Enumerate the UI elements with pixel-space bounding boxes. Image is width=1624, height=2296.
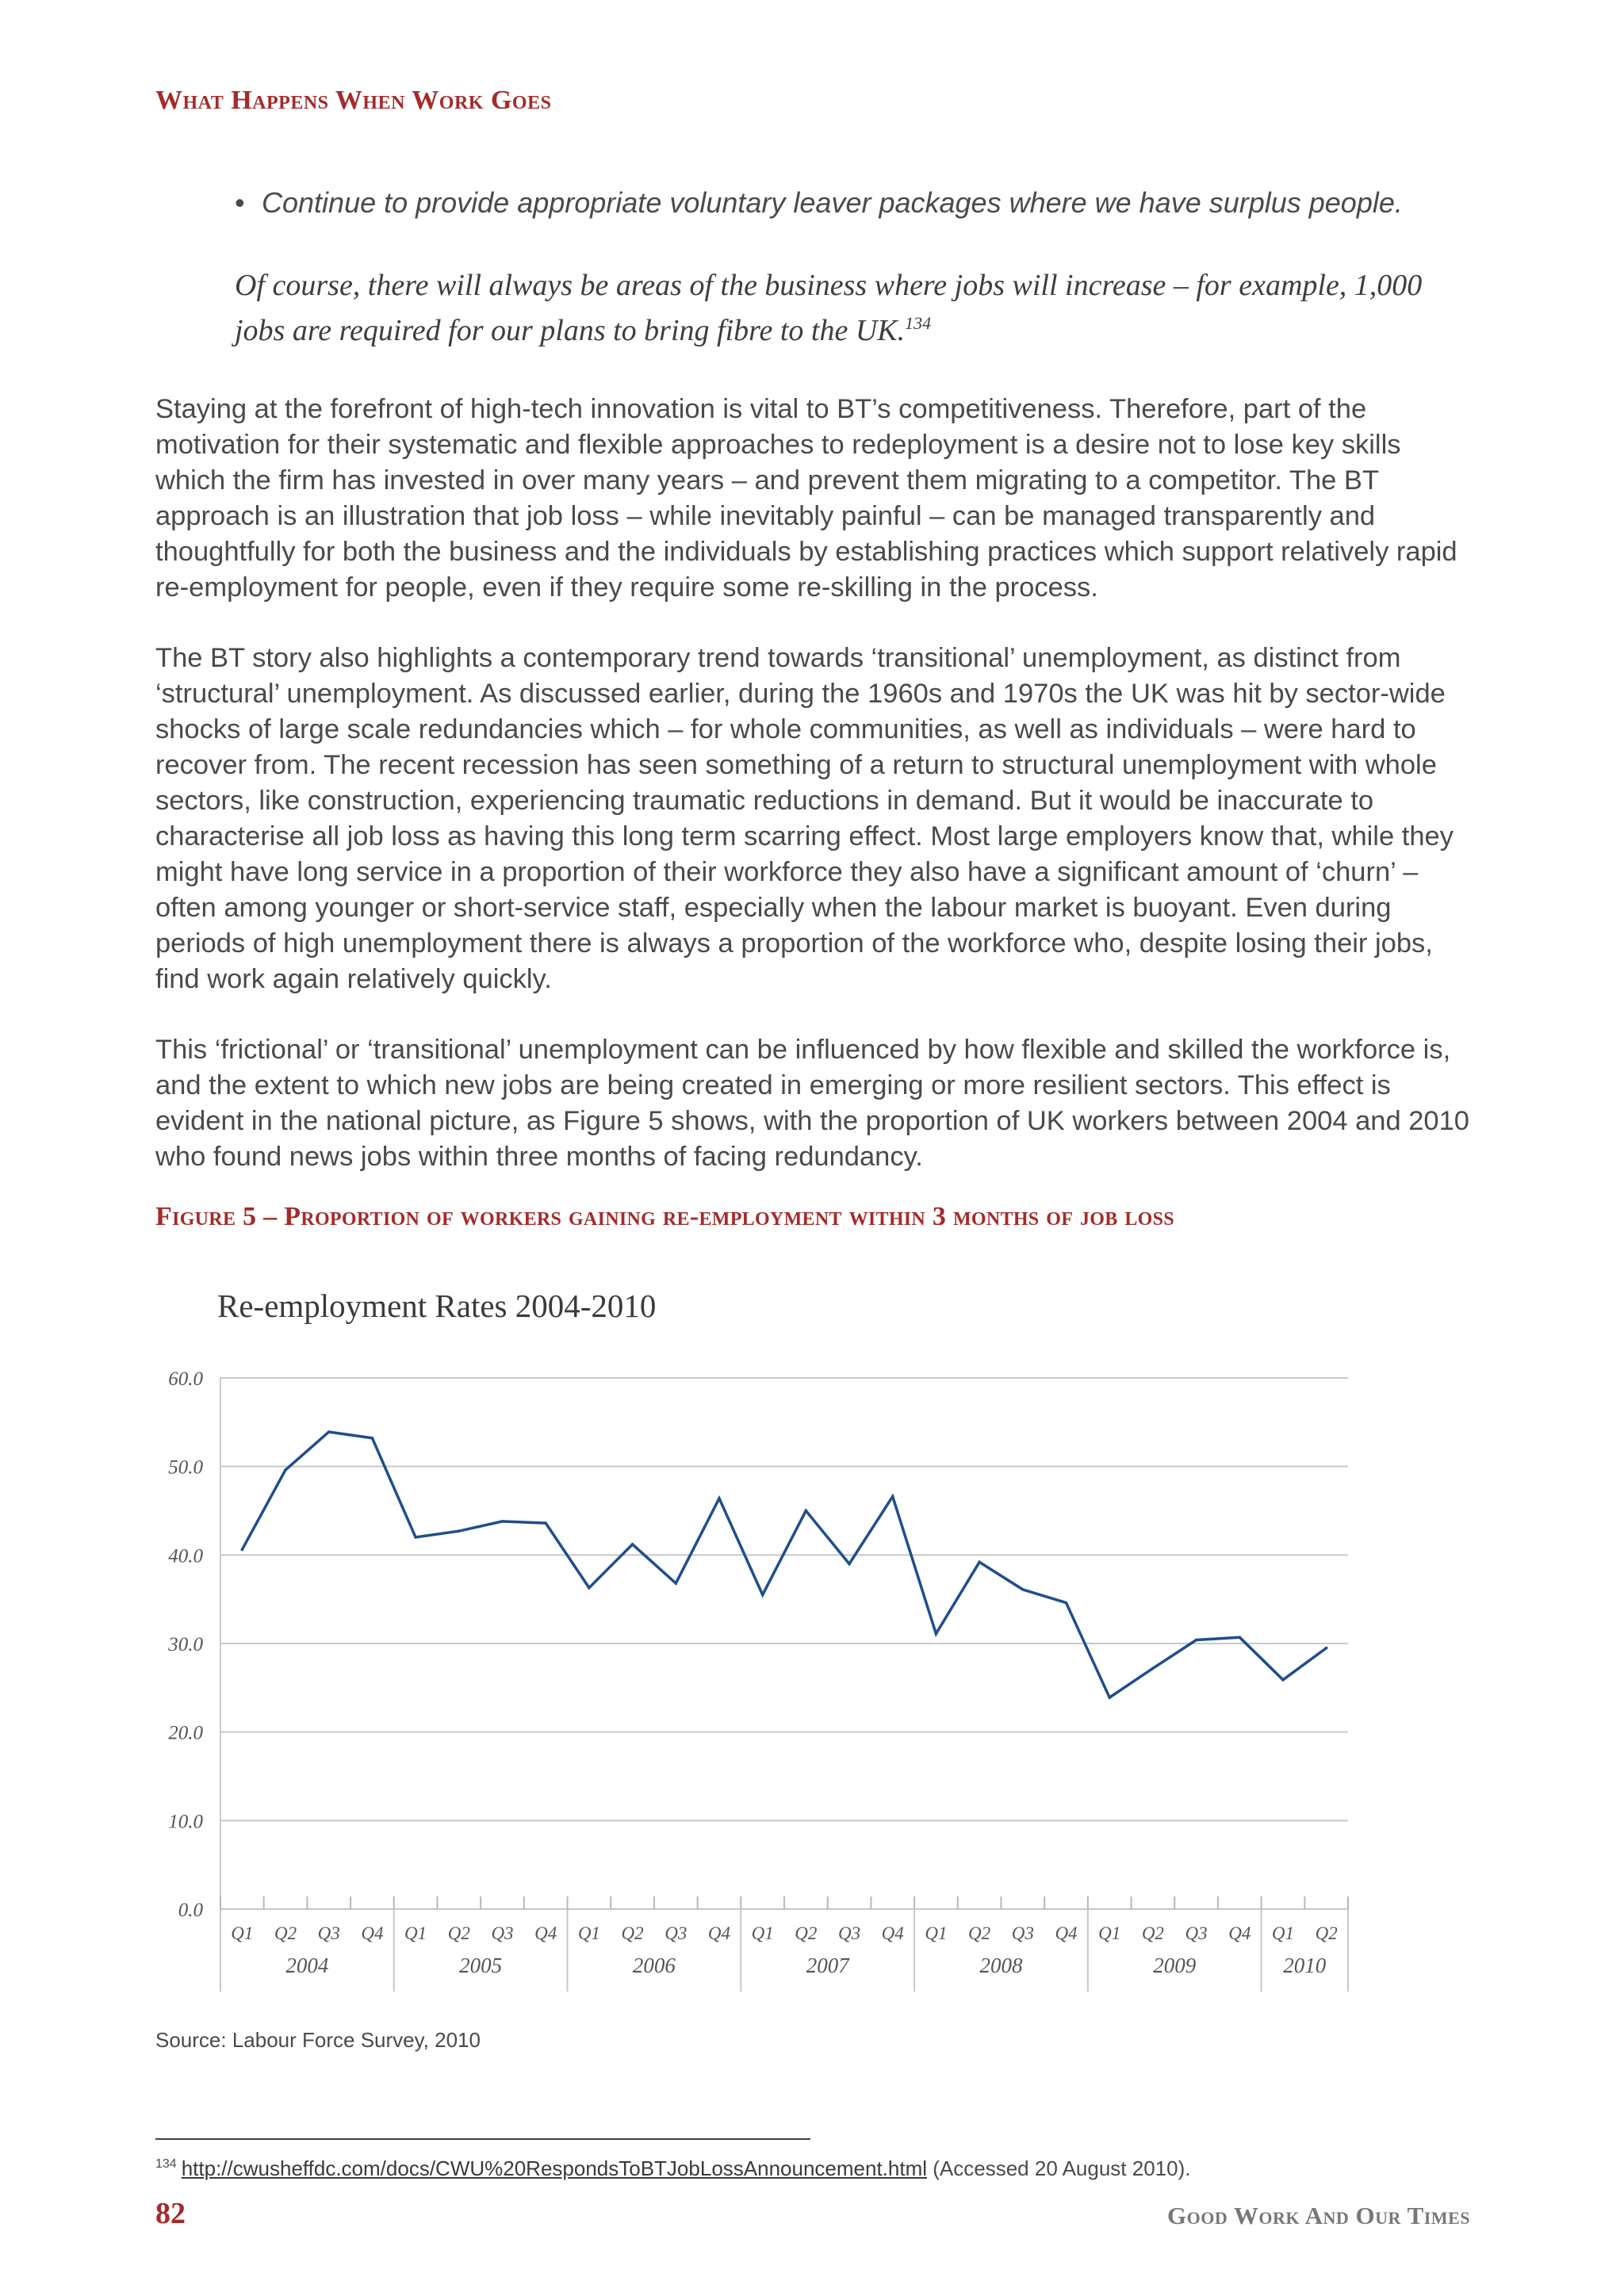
data-point: [544, 1521, 547, 1525]
running-foot: Good Work And Our Times: [1167, 2202, 1470, 2229]
data-point: [241, 1548, 244, 1552]
quarter-label: Q2: [447, 1923, 470, 1943]
data-point: [674, 1582, 677, 1585]
data-point: [1065, 1601, 1068, 1605]
quarter-label: Q3: [491, 1923, 514, 1943]
chart-title: Re-employment Rates 2004-2010: [217, 1288, 657, 1324]
data-point: [1195, 1639, 1198, 1642]
year-label: 2007: [806, 1954, 849, 1977]
y-tick-label: 60.0: [168, 1368, 203, 1390]
quarter-label: Q3: [317, 1923, 340, 1943]
footnote: [155, 2156, 1190, 2181]
bullet-symbol: •: [235, 186, 245, 219]
quarter-label: Q3: [1185, 1923, 1208, 1943]
year-label: 2009: [1153, 1954, 1197, 1977]
y-tick-label: 50.0: [168, 1456, 203, 1479]
quarter-label: Q4: [1055, 1923, 1078, 1943]
y-tick-label: 20.0: [168, 1722, 203, 1744]
quarter-label: Q3: [837, 1923, 861, 1943]
quarter-label: Q2: [1141, 1923, 1164, 1943]
source-note: Source: Labour Force Survey, 2010: [155, 2028, 481, 2052]
y-tick-label: 40.0: [168, 1545, 203, 1567]
bullet-text: Continue to provide appropriate voluntary leaver packages where we have surplus people.: [262, 186, 1403, 219]
page-number: 82: [155, 2197, 186, 2230]
data-point: [371, 1437, 374, 1440]
year-label: 2006: [632, 1954, 676, 1977]
quarter-label: Q3: [665, 1923, 688, 1943]
footnote-accessed: (Accessed 20 August 2010).: [933, 2156, 1191, 2180]
data-point: [631, 1543, 634, 1546]
quarter-label: Q2: [621, 1923, 644, 1943]
body-paragraph-1: Staying at the forefront of high-tech innovation is vital to BT’s competitiveness. Therefore, part of the motivation for their systematic and flexible approaches to redeployment is a desire not to lose key skills which the firm has invested in over many years – and prevent them migrating to a competitor. The BT approach is an illustration that job loss – while inevitably painful – can be managed transparently and thoughtfully for both the business and the individuals by establishing practices which support relatively rapid re-employment for people, even if they require some re-skilling in the process.: [155, 394, 1457, 603]
figure-title: Figure 5 – Proportion of workers gaining re-employment within 3 months of job loss: [155, 1202, 1174, 1231]
data-point: [848, 1563, 851, 1566]
footnote-rule: [155, 2138, 810, 2140]
data-point: [284, 1468, 287, 1471]
data-point: [1108, 1696, 1111, 1699]
quarter-label: Q1: [1271, 1923, 1295, 1943]
data-point: [1151, 1667, 1155, 1670]
quarter-label: Q2: [795, 1923, 818, 1943]
data-point: [718, 1497, 721, 1500]
year-label: 2004: [285, 1954, 329, 1977]
y-tick-label: 30.0: [168, 1634, 203, 1655]
data-point: [414, 1536, 417, 1539]
footnote-number: 134: [155, 2157, 177, 2171]
data-point: [458, 1529, 461, 1533]
quarter-label: Q1: [925, 1923, 948, 1943]
quarter-label: Q4: [1228, 1923, 1251, 1943]
data-point: [761, 1594, 764, 1597]
quarter-label: Q4: [361, 1923, 384, 1943]
quarter-label: Q4: [534, 1923, 557, 1943]
body-paragraph-3: This ‘frictional’ or ‘transitional’ unemployment can be influenced by how flexible and skilled the workforce is, and the extent to which new jobs are being created in emerging or more resilient sectors. This effect is evident in the national picture, as Figure 5 shows, with the proportion of UK workers between 2004 and 2010 who found news jobs within three months of facing redundancy.: [155, 1035, 1469, 1172]
data-point: [588, 1586, 591, 1590]
quarter-label: Q1: [1098, 1923, 1121, 1943]
quarter-label: Q3: [1011, 1923, 1034, 1943]
y-tick-label: 10.0: [168, 1811, 203, 1833]
quarter-label: Q1: [577, 1923, 600, 1943]
year-label: 2010: [1283, 1954, 1327, 1977]
quarter-label: Q4: [881, 1923, 904, 1943]
quarter-label: Q1: [404, 1923, 427, 1943]
data-point: [1325, 1647, 1328, 1650]
data-point: [327, 1430, 331, 1433]
running-head: What Happens When Work Goes: [155, 86, 552, 115]
quote-footnote-ref[interactable]: 134: [905, 313, 932, 333]
data-point: [501, 1520, 504, 1523]
data-point: [805, 1510, 808, 1513]
quarter-label: Q1: [751, 1923, 774, 1943]
quarter-label: Q1: [231, 1923, 254, 1943]
quarter-label: Q2: [274, 1923, 297, 1943]
data-point: [1281, 1678, 1285, 1682]
body-paragraph-2: The BT story also highlights a contemporary trend towards ‘transitional’ unemployment, as distinct from ‘structural’ unemployment. As discussed earlier, during the 1960s and 1970s the UK was hit by sector-wide shocks of large scale redundancies which – for whole communities, as well as individuals – were hard to recover from. The recent recession has seen something of a return to structural unemployment with whole sectors, like construction, experiencing traumatic reductions in demand. But it would be inaccurate to characterise all job loss as having this long term scarring effect. Most large employers know that, while they might have long service in a proportion of their workforce they also have a significant amount of ‘churn’ – often among younger or short-service staff, especially when the labour market is buoyant. Even during periods of high unemployment there is always a proportion of the workforce who, despite losing their jobs, find work again relatively quickly.: [155, 643, 1454, 994]
data-point: [935, 1632, 938, 1636]
quote-text: Of course, there will always be areas of the business where jobs will increase – for example, 1,000 jobs are required for our plans to bring fibre to the UK.: [235, 269, 1423, 347]
quarter-label: Q4: [707, 1923, 731, 1943]
data-point: [891, 1495, 894, 1498]
data-point: [1021, 1588, 1025, 1591]
year-label: 2005: [459, 1954, 503, 1977]
data-point: [978, 1560, 981, 1563]
series-line: [242, 1432, 1326, 1697]
year-label: 2008: [979, 1954, 1023, 1977]
quarter-label: Q2: [1315, 1923, 1338, 1943]
quarter-label: Q2: [968, 1923, 991, 1943]
data-point: [1238, 1636, 1241, 1639]
y-tick-label: 0.0: [178, 1900, 203, 1921]
footnote-link[interactable]: http://cwusheffdc.com/docs/CWU%20RespondsToBTJobLossAnnouncement.html: [181, 2156, 928, 2180]
